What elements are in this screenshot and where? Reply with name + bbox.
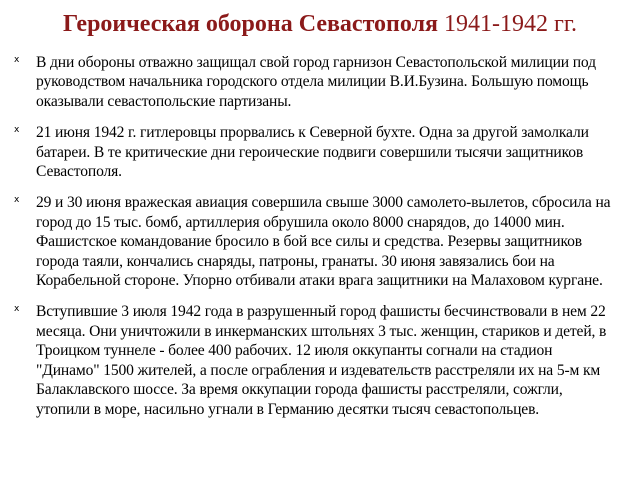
slide-title (0, 9, 640, 39)
bullet-text: 21 июня 1942 г. гитлеровцы прорвались к Северной бухте. Одна за другой замолкали батареи. В те критические дни героические подвиги совершили тысячи защитников Севастополя. (36, 124, 589, 181)
title-main: Героическая оборона Севастополя (62, 11, 439, 37)
bullet-marker-icon: ⅹ (14, 195, 20, 206)
bullet-text: Вступившие 3 июля 1942 года в разрушенный город фашисты бесчинствовали в нем 22 месяца. Они уничтожили в инкерманских штольнях 3 тыс. женщин, стариков и детей, в Троицком туннеле - более 400 рабочих. 12 июля оккупанты согнали на стадион "Динамо" 1500 жителей, а после ограбления и издевательств расстреляли их на 5-м км Балаклавского шоссе. За время оккупации города фашисты расстреляли, сожгли, утопили в море, насильно угнали в Германию десятки тысяч севастопольцев. (36, 303, 607, 418)
bullet-list (14, 53, 618, 419)
bullet-item-4 (14, 302, 618, 418)
bullet-text: В дни обороны отважно защищал свой город гарнизон Севастопольской милиции под руководством начальника городского отдела милиции В.И.Бузина. Большую помощь оказывали севастопольские партизаны. (36, 54, 596, 110)
bullet-marker-icon: ⅹ (14, 55, 20, 65)
bullet-text: 29 и 30 июня вражеская авиация совершила свыше 3000 самолето-вылетов, сбросила на город до 15 тыс. бомб, артиллерия обрушила около 8000 снарядов, до 14000 мин. Фашистское командование бросило в бой все силы и средства. Резервы защитников города таяли, кончались снаряды, патроны, гранаты. 30 июня завязались бои на Корабельной стороне. Упорно отбивали атаки врага защитники на Малаховом кургане. (36, 194, 611, 290)
bullet-item-1 (14, 53, 618, 111)
bullet-marker-icon: ⅹ (14, 125, 20, 136)
bullet-item-3 (14, 193, 618, 290)
bullet-marker-icon: ⅹ (14, 304, 20, 315)
bullet-item-2 (14, 123, 618, 181)
title-years: 1941-1942 гг. (444, 11, 578, 37)
